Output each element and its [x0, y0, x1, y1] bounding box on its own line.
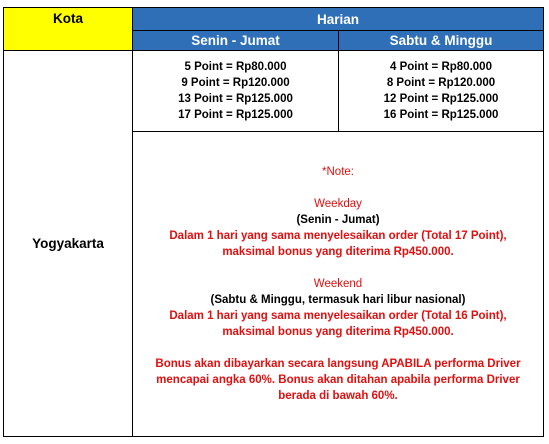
weekend-note-line: Dalam 1 hari yang sama menyelesaikan order (Total 16 Point),: [169, 310, 507, 322]
note-cell: [133, 132, 544, 437]
weekend-header: Sabtu & Minggu: [339, 31, 544, 51]
bonus-table: [3, 7, 544, 437]
weekday-points-cell: [133, 51, 339, 132]
weekend-point-row: 4 Point = Rp80.000: [390, 61, 492, 73]
weekend-point-row: 16 Point = Rp125.000: [383, 109, 499, 121]
note-title: *Note:: [322, 166, 354, 178]
weekday-point-row: 5 Point = Rp80.000: [184, 61, 287, 73]
bonus-note-line: Bonus akan dibayarkan secara langsung APABILA performa Driver: [155, 358, 521, 370]
weekend-note-line: maksimal bonus yang diterima Rp450.000.: [222, 326, 454, 338]
weekend-title: Weekend: [313, 278, 363, 290]
weekday-note-line: maksimal bonus yang diterima Rp450.000.: [222, 246, 454, 258]
bonus-note-line: mencapai angka 60%. Bonus akan ditahan apabila performa Driver: [156, 374, 520, 386]
weekday-subtitle: (Senin - Jumat): [296, 214, 380, 226]
harian-header: Harian: [133, 8, 544, 31]
weekend-points-cell: [339, 51, 544, 132]
weekend-point-row: 12 Point = Rp125.000: [383, 93, 499, 105]
bonus-note-line: berada di bawah 60%.: [278, 390, 398, 402]
weekday-point-row: 9 Point = Rp120.000: [181, 77, 290, 89]
weekday-title: Weekday: [314, 198, 362, 210]
weekend-subtitle: (Sabtu & Minggu, termasuk hari libur nasional): [210, 294, 466, 306]
weekday-header: Senin - Jumat: [133, 31, 339, 51]
kota-header: Kota: [4, 8, 133, 51]
weekday-point-row: 13 Point = Rp125.000: [178, 93, 293, 105]
weekday-note-line: Dalam 1 hari yang sama menyelesaikan order (Total 17 Point),: [169, 230, 507, 242]
city-cell: Yogyakarta: [4, 51, 133, 437]
weekday-point-row: 17 Point = Rp125.000: [178, 109, 293, 121]
weekend-point-row: 8 Point = Rp120.000: [386, 77, 496, 89]
